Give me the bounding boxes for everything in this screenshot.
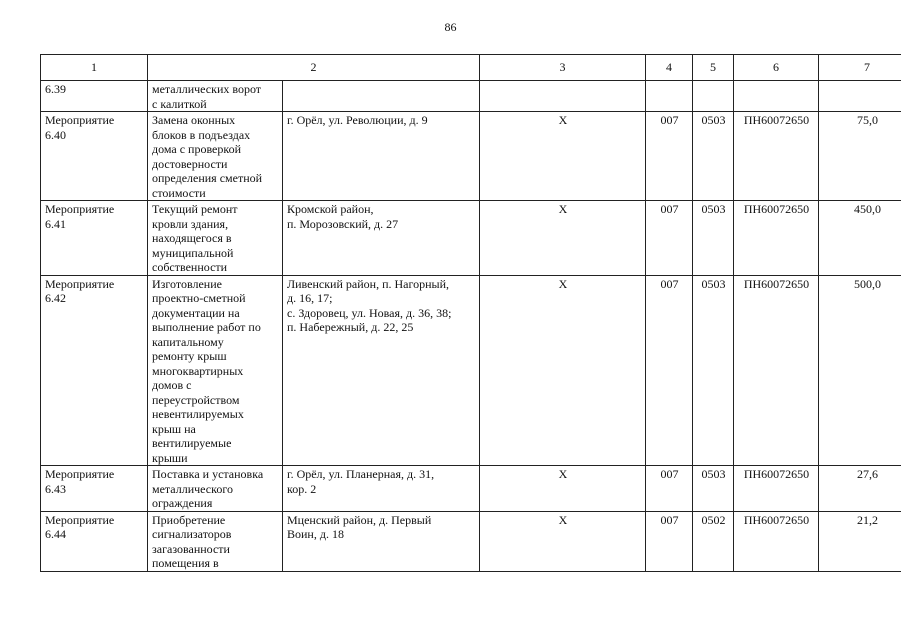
measure-description-cell: Замена оконных блоков в подъездах дома с проверкой достоверности определения сметной стоимости — [148, 112, 283, 201]
table-row — [41, 466, 901, 512]
column-3-cell: X — [480, 511, 646, 571]
column-4-cell: 007 — [646, 466, 693, 512]
column-header-7: 7 — [819, 55, 901, 81]
amount-cell: 21,2 — [819, 511, 901, 571]
measure-description-cell: металлических ворот с калиткой — [148, 81, 283, 112]
table-row — [41, 112, 901, 201]
amount-cell: 450,0 — [819, 201, 901, 276]
table-row — [41, 511, 901, 571]
column-6-cell: ПН60072650 — [734, 201, 819, 276]
document-table — [40, 54, 901, 572]
column-3-cell: X — [480, 275, 646, 466]
measure-number-cell: Мероприятие 6.44 — [41, 511, 148, 571]
measure-description-cell: Поставка и установка металлического ограждения — [148, 466, 283, 512]
measure-number-cell: Мероприятие 6.42 — [41, 275, 148, 466]
measure-description-cell: Текущий ремонт кровли здания, находящегося в муниципальной собственности — [148, 201, 283, 276]
column-5-cell: 0503 — [693, 275, 734, 466]
column-4-cell — [646, 81, 693, 112]
column-4-cell: 007 — [646, 201, 693, 276]
column-3-cell: X — [480, 466, 646, 512]
column-5-cell — [693, 81, 734, 112]
column-5-cell: 0503 — [693, 466, 734, 512]
measure-number-cell: 6.39 — [41, 81, 148, 112]
table-row — [41, 275, 901, 466]
column-6-cell: ПН60072650 — [734, 275, 819, 466]
column-header-4: 4 — [646, 55, 693, 81]
column-5-cell: 0502 — [693, 511, 734, 571]
column-5-cell: 0503 — [693, 112, 734, 201]
amount-cell — [819, 81, 901, 112]
column-6-cell: ПН60072650 — [734, 466, 819, 512]
column-3-cell: X — [480, 201, 646, 276]
address-cell: Кромской район, п. Морозовский, д. 27 — [283, 201, 480, 276]
column-header-1: 1 — [41, 55, 148, 81]
address-cell: г. Орёл, ул. Планерная, д. 31, кор. 2 — [283, 466, 480, 512]
column-6-cell: ПН60072650 — [734, 112, 819, 201]
measure-number-cell: Мероприятие 6.40 — [41, 112, 148, 201]
column-6-cell — [734, 81, 819, 112]
column-header-3: 3 — [480, 55, 646, 81]
table-row — [41, 81, 901, 112]
column-header-2: 2 — [148, 55, 480, 81]
measure-number-cell: Мероприятие 6.41 — [41, 201, 148, 276]
address-cell — [283, 81, 480, 112]
column-3-cell: X — [480, 112, 646, 201]
address-cell: г. Орёл, ул. Революции, д. 9 — [283, 112, 480, 201]
column-4-cell: 007 — [646, 112, 693, 201]
measure-description-cell: Изготовление проектно-сметной документации на выполнение работ по капитальному ремонту крыш многоквартирных домов с переустройством невентилируемых крыш на вентилируемые крыши — [148, 275, 283, 466]
header-row — [41, 55, 901, 81]
amount-cell: 75,0 — [819, 112, 901, 201]
address-cell: Мценский район, д. Первый Воин, д. 18 — [283, 511, 480, 571]
measure-description-cell: Приобретение сигнализаторов загазованности помещения в — [148, 511, 283, 571]
amount-cell: 500,0 — [819, 275, 901, 466]
address-cell: Ливенский район, п. Нагорный, д. 16, 17; с. Здоровец, ул. Новая, д. 36, 38; п. Набережный, д. 22, 25 — [283, 275, 480, 466]
column-5-cell: 0503 — [693, 201, 734, 276]
amount-cell: 27,6 — [819, 466, 901, 512]
column-3-cell — [480, 81, 646, 112]
column-4-cell: 007 — [646, 511, 693, 571]
column-header-6: 6 — [734, 55, 819, 81]
column-4-cell: 007 — [646, 275, 693, 466]
table-row — [41, 201, 901, 276]
page-number: 86 — [444, 20, 457, 34]
measure-number-cell: Мероприятие 6.43 — [41, 466, 148, 512]
column-header-5: 5 — [693, 55, 734, 81]
column-6-cell: ПН60072650 — [734, 511, 819, 571]
